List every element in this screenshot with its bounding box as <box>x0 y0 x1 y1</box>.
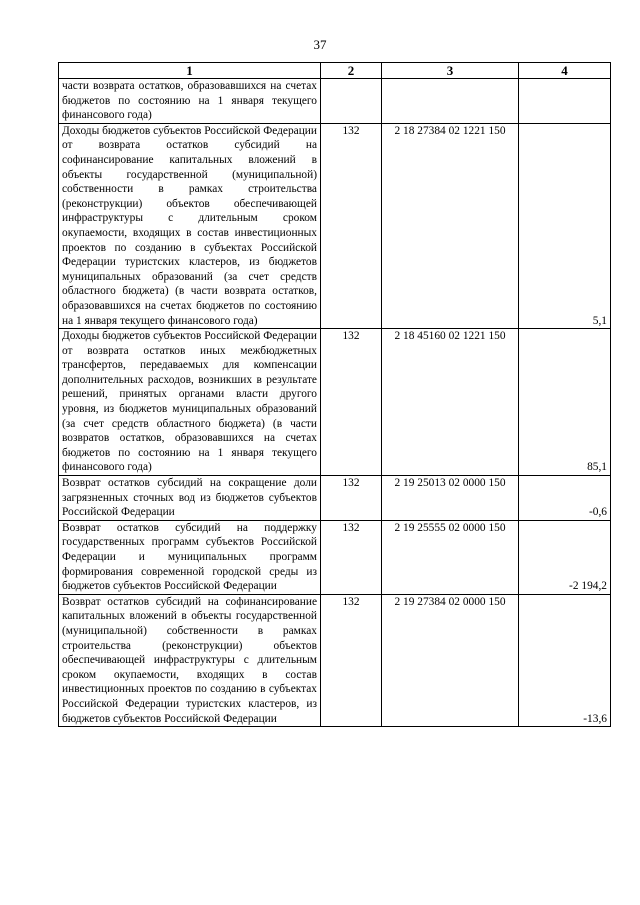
header-col-1: 1 <box>59 63 321 79</box>
admin-code: 132 <box>321 123 382 328</box>
budget-classification-code: 2 19 27384 02 0000 150 <box>382 594 519 726</box>
table-row <box>59 476 611 521</box>
revenue-name: Возврат остатков субсидий на софинансирование капитальных вложений в объекты государственной (муниципальной) собственности в рамках строительства (реконструкции) объектов обеспечивающей инфраструктуры с длительным сроком окупаемости, входящих в состав инвестиционных проектов по созданию в субъектах Российской Федерации туристских кластеров, из бюджетов субъектов Российской Федерации <box>59 594 321 726</box>
amount: -13,6 <box>519 594 611 726</box>
budget-classification-code: 2 18 45160 02 1221 150 <box>382 329 519 476</box>
admin-code: 132 <box>321 476 382 521</box>
header-col-2: 2 <box>321 63 382 79</box>
revenue-name: Доходы бюджетов субъектов Российской Федерации от возврата остатков субсидий на софинансирование капитальных вложений в объекты государственной (муниципальной) собственности в рамках строительства (реконструкции) объектов обеспечивающей инфраструктуры с длительным сроком окупаемости, входящих в состав инвестиционных проектов по созданию в субъектах Российской Федерации туристских кластеров, из бюджетов муниципальных образований (за счет средств областного бюджета) (в части возврата остатков, образовавшихся на счетах бюджетов по состоянию на 1 января текущего финансового года) <box>59 123 321 328</box>
amount: 85,1 <box>519 329 611 476</box>
revenue-name: Возврат остатков субсидий на сокращение доли загрязненных сточных вод из бюджетов субъектов Российской Федерации <box>59 476 321 521</box>
amount: 5,1 <box>519 123 611 328</box>
table-row <box>59 123 611 328</box>
page-number: 37 <box>313 37 327 52</box>
budget-classification-code: 2 18 27384 02 1221 150 <box>382 123 519 328</box>
admin-code <box>321 79 382 124</box>
admin-code: 132 <box>321 594 382 726</box>
revenue-name: части возврата остатков, образовавшихся на счетах бюджетов по состоянию на 1 января текущего финансового года) <box>59 79 321 124</box>
admin-code: 132 <box>321 520 382 594</box>
budget-classification-code <box>382 79 519 124</box>
amount <box>519 79 611 124</box>
table-row <box>59 594 611 726</box>
budget-classification-code: 2 19 25555 02 0000 150 <box>382 520 519 594</box>
budget-classification-code: 2 19 25013 02 0000 150 <box>382 476 519 521</box>
table-header-row <box>59 63 611 79</box>
amount: -2 194,2 <box>519 520 611 594</box>
table-row <box>59 79 611 124</box>
header-col-4: 4 <box>519 63 611 79</box>
budget-revenue-table <box>58 62 611 727</box>
table-row <box>59 520 611 594</box>
revenue-name: Доходы бюджетов субъектов Российской Федерации от возврата остатков иных межбюджетных трансфертов, передаваемых для компенсации дополнительных расходов, возникших в результате решений, принятых органами власти другого уровня, из бюджетов муниципальных образований (за счет средств областного бюджета) (в части возвратов остатков, образовавшихся на счетах бюджетов по состоянию на 1 января текущего финансового года) <box>59 329 321 476</box>
amount: -0,6 <box>519 476 611 521</box>
revenue-name: Возврат остатков субсидий на поддержку государственных программ субъектов Российской Федерации и муниципальных программ формирования современной городской среды из бюджетов субъектов Российской Федерации <box>59 520 321 594</box>
header-col-3: 3 <box>382 63 519 79</box>
table-row <box>59 329 611 476</box>
admin-code: 132 <box>321 329 382 476</box>
